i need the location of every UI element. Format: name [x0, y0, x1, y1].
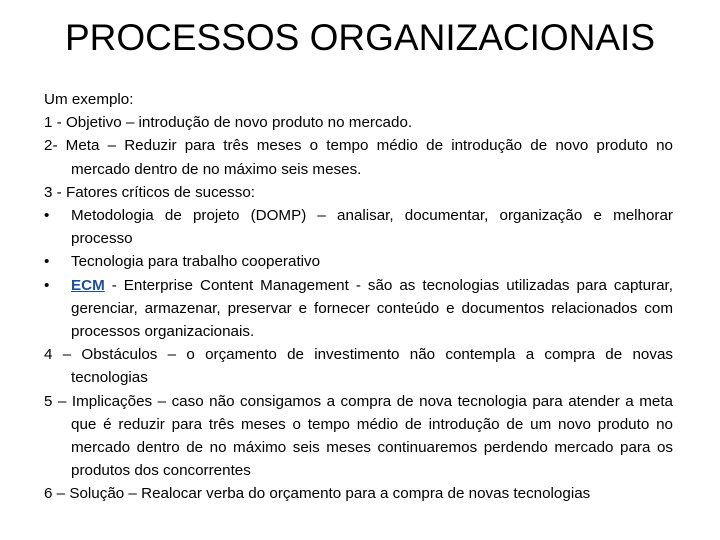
bullet-icon: • [44, 207, 50, 225]
slide-title: PROCESSOS ORGANIZACIONAIS [64, 17, 656, 58]
objective-line: 1 - Objetivo – introdução de novo produto no mercado. [44, 114, 413, 132]
goal-paragraph: 2- Meta – Reduzir para três meses o tempo médio de introdução de novo produto no mercado dentro de no máximo seis meses. [44, 137, 673, 178]
obstacles-paragraph: 4 – Obstáculos – o orçamento de investimento não contempla a compra de novas tecnologias [44, 346, 673, 387]
bullet-icon: • [44, 253, 50, 271]
bullet-item-methodology [44, 204, 673, 250]
ecm-description: - Enterprise Content Management - são as tecnologias utilizadas para capturar, gerenciar, armazenar, preservar e fornecer conteúdo e documentos relacionados com processos organizacionais. [71, 276, 673, 341]
bullet-text: Tecnologia para trabalho cooperativo [71, 253, 321, 271]
factors-heading: 3 - Fatores críticos de sucesso: [44, 183, 256, 201]
bullet-item-technology [44, 250, 673, 273]
solution-paragraph: 6 – Solução – Realocar verba do orçamento para a compra de novas tecnologias [44, 485, 591, 503]
bullet-item-ecm [44, 274, 673, 344]
intro-line: Um exemplo: [44, 91, 134, 108]
bullet-text: Metodologia de projeto (DOMP) – analisar, documentar, organização e melhorar processo [71, 207, 673, 248]
implications-paragraph: 5 – Implicações – caso não consigamos a compra de nova tecnologia para atender a meta que é reduzir para três meses o tempo médio de introdução de um novo produto no mercado dentro de no máximo seis meses continuaremos perdendo mercado para os produtos dos concorrentes [44, 392, 673, 480]
slide-body [44, 88, 673, 506]
bullet-icon: • [44, 276, 50, 294]
ecm-link[interactable]: ECM [71, 276, 105, 294]
bullet-text [71, 274, 673, 344]
